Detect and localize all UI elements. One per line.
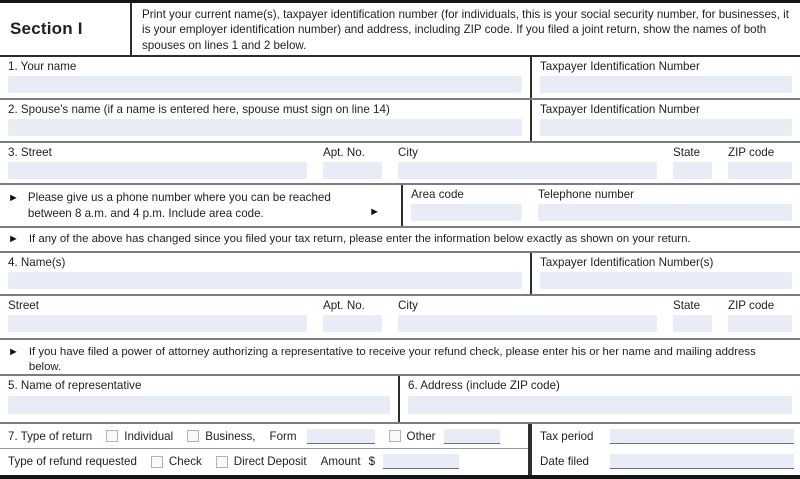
zip2-label: ZIP code <box>728 299 775 312</box>
city2-label: City <box>398 299 418 312</box>
tin4-input[interactable] <box>540 272 792 289</box>
arrow-right-icon: ► <box>8 233 19 245</box>
arrow-right-icon: ► <box>369 206 380 219</box>
tin4-label: Taxpayer Identification Number(s) <box>540 256 714 269</box>
tax-period-input[interactable] <box>610 429 794 444</box>
city2-input[interactable] <box>398 315 657 332</box>
form-number-input[interactable] <box>307 429 375 444</box>
telephone-input[interactable] <box>538 204 792 221</box>
amount-input[interactable] <box>383 454 459 469</box>
street2-label: Street <box>8 299 39 312</box>
header-row <box>0 3 800 57</box>
line1-row <box>0 57 800 100</box>
amount-label: Amount <box>320 455 361 468</box>
section-instructions: Print your current name(s), taxpayer identification number (for individuals, this is your social security number, for businesses, it is your employer identification number) and address, including ZIP code. If you filed a joint return, show the names of both spouses on lines 1 and 2 below. <box>142 8 789 52</box>
state2-label: State <box>673 299 701 312</box>
check-checkbox[interactable] <box>151 456 163 468</box>
individual-label: Individual <box>124 429 174 443</box>
apt2-input[interactable] <box>323 315 382 332</box>
state-label: State <box>673 146 701 159</box>
state2-input[interactable] <box>673 315 712 332</box>
business-checkbox[interactable] <box>187 430 199 442</box>
tin1-label: Taxpayer Identification Number <box>540 60 700 73</box>
apt-label: Apt. No. <box>323 146 365 159</box>
line2-row <box>0 100 800 143</box>
line3-row <box>0 143 800 185</box>
apt-input[interactable] <box>323 162 382 179</box>
changed-notice-text: If any of the above has changed since you filed your tax return, please enter the information below exactly as shown on your return. <box>28 233 691 245</box>
other-input[interactable] <box>444 429 500 444</box>
check-label: Check <box>168 455 202 468</box>
your-name-input[interactable] <box>8 76 522 93</box>
representative-input[interactable] <box>8 396 390 414</box>
names-label: 4. Name(s) <box>8 256 66 269</box>
rep-address-input[interactable] <box>408 396 792 414</box>
area-code-label: Area code <box>411 188 464 201</box>
city-label: City <box>398 146 418 159</box>
spouse-name-label: 2. Spouse's name (if a name is entered here, spouse must sign on line 14) <box>8 103 390 116</box>
phone-notice: Please give us a phone number where you can be reached between 8 a.m. and 4 p.m. Include area code. <box>27 191 331 220</box>
address2-row <box>0 296 800 340</box>
other-label: Other <box>406 429 436 443</box>
zip-input[interactable] <box>728 162 792 179</box>
direct-deposit-label: Direct Deposit <box>233 455 307 468</box>
line4-row <box>0 253 800 296</box>
individual-checkbox[interactable] <box>106 430 118 442</box>
type-of-return-label: 7. Type of return <box>8 429 93 443</box>
tin1-input[interactable] <box>540 76 792 93</box>
changed-notice-row <box>0 228 800 253</box>
dollar-sign: $ <box>368 455 376 468</box>
date-filed-input[interactable] <box>610 454 794 469</box>
city-input[interactable] <box>398 162 657 179</box>
arrow-right-icon: ► <box>8 192 19 204</box>
direct-deposit-checkbox[interactable] <box>216 456 228 468</box>
representative-label: 5. Name of representative <box>8 379 142 392</box>
poa-notice-text: If you have filed a power of attorney authorizing a representative to receive your refund check, please enter his or her name and mailing address below. <box>28 346 756 373</box>
arrow-right-icon: ► <box>8 346 19 358</box>
tin2-label: Taxpayer Identification Number <box>540 103 700 116</box>
refund-type-label: Type of refund requested <box>8 455 137 468</box>
form-label: Form <box>269 429 297 443</box>
state-input[interactable] <box>673 162 712 179</box>
zip2-input[interactable] <box>728 315 792 332</box>
phone-row <box>0 185 800 228</box>
telephone-label: Telephone number <box>538 188 635 201</box>
tax-period-label: Tax period <box>540 430 594 443</box>
street2-input[interactable] <box>8 315 307 332</box>
names-input[interactable] <box>8 272 522 289</box>
date-filed-label: Date filed <box>540 455 589 468</box>
line7-row <box>0 424 800 475</box>
other-checkbox[interactable] <box>389 430 401 442</box>
line5-6-row <box>0 376 800 424</box>
tin2-input[interactable] <box>540 119 792 136</box>
rep-address-label: 6. Address (include ZIP code) <box>408 379 560 392</box>
apt2-label: Apt. No. <box>323 299 365 312</box>
street-label: 3. Street <box>8 146 52 159</box>
spouse-name-input[interactable] <box>8 119 522 136</box>
business-label: Business, <box>205 429 256 443</box>
poa-notice-row <box>0 340 800 376</box>
your-name-label: 1. Your name <box>8 60 77 73</box>
zip-label: ZIP code <box>728 146 775 159</box>
section-title: Section I <box>0 3 132 55</box>
street-input[interactable] <box>8 162 307 179</box>
area-code-input[interactable] <box>411 204 522 221</box>
